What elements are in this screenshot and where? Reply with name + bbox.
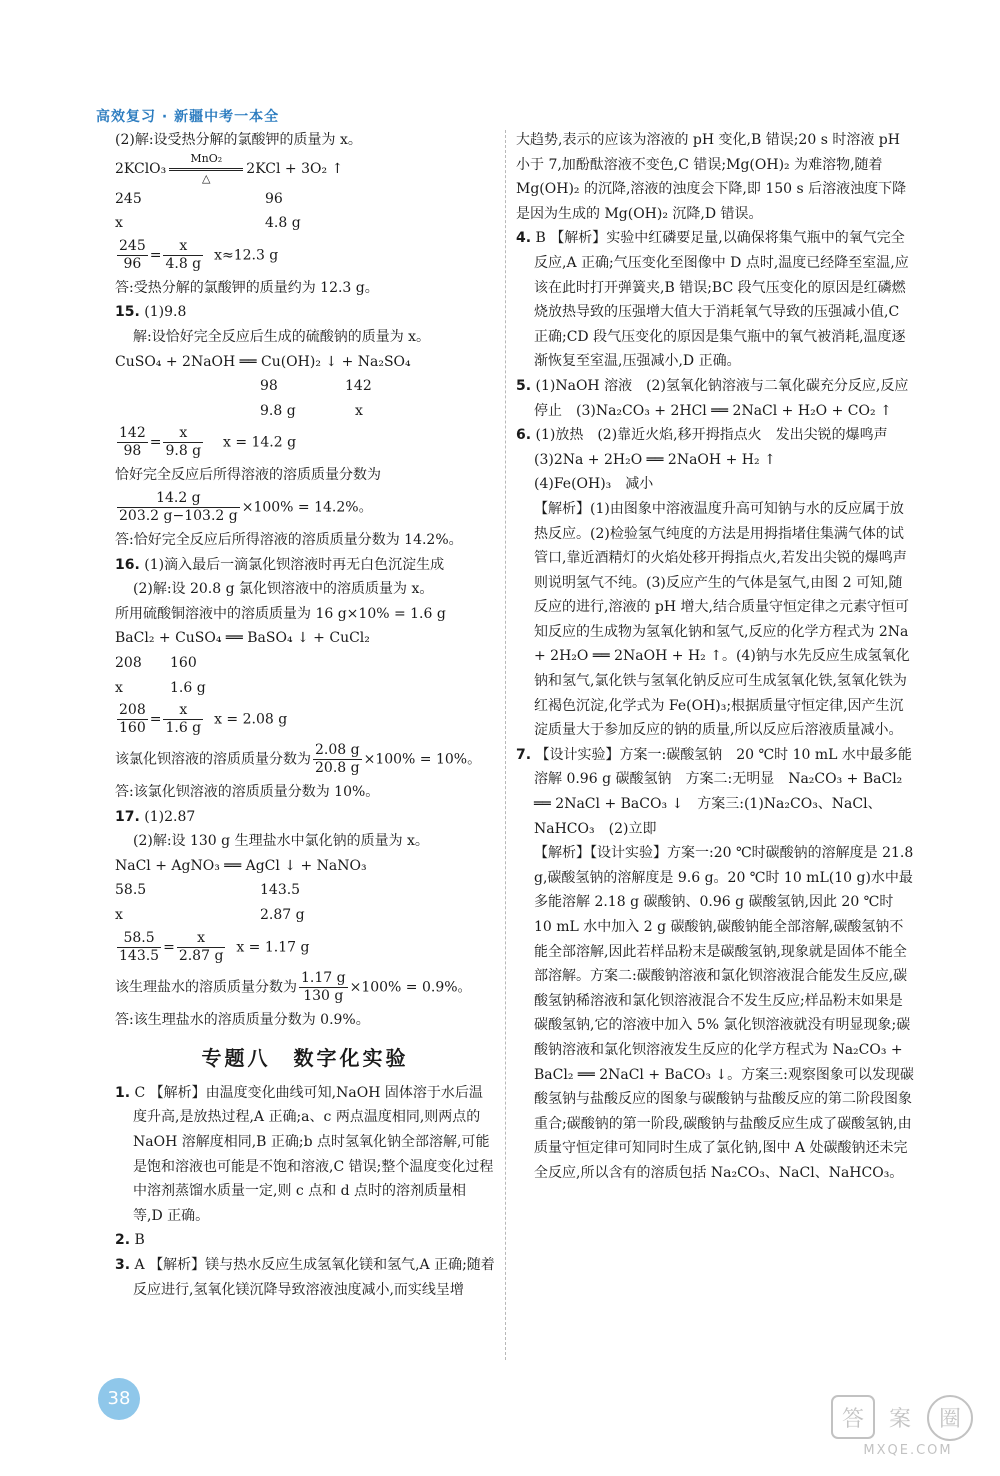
q16-mass-row-1 <box>115 651 495 676</box>
result: x = 14.2 g <box>222 434 297 451</box>
numerator: 14.2 g <box>117 490 240 508</box>
fraction <box>117 702 148 737</box>
answer-text: (1)放热 (2)靠近火焰,移开拇指点火 发出尖锐的爆鸣声 (3)2Na + 2H₂O ══ 2NaOH + H₂ ↑ <box>534 427 902 468</box>
result: ×100% = 10%。 <box>363 751 482 768</box>
q15-solution-intro: 解:设恰好完全反应后生成的硫酸钠的质量为 x。 <box>133 328 431 345</box>
numerator: 58.5 <box>117 930 161 948</box>
fraction <box>313 742 362 777</box>
q16-equation: BaCl₂ + CuSO₄ ══ BaSO₄ ↓ + CuCl₂ <box>115 630 370 647</box>
denominator: 130 g <box>303 987 344 1004</box>
answer-text: B 【解析】实验中红磷要足量,以确保将集气瓶中的氧气完全反应,A 正确;气压变化至图像中 D 点时,温度已经降至室温,应该在此时打开弹簧夹,B 错误;BC 段气压变化的原因是红磷燃烧放热导致的压强增大值大于消耗氧气导致的压强减小值,C 正确;CD 段气压变化的原因是集气瓶中的氧气被消耗,温度逐渐恢复至室温,压强减小,D 正确。 <box>534 230 909 370</box>
result: ×100% = 14.2%。 <box>241 499 373 516</box>
answer-text: (1)9.8 <box>144 304 187 321</box>
column-divider <box>505 130 506 1360</box>
value-cell: 58.5 <box>115 882 147 899</box>
q16-part1 <box>115 553 495 578</box>
svg-text:圈: 圈 <box>938 1407 962 1432</box>
numerator: 142 <box>119 425 146 442</box>
numerator: 245 <box>119 237 146 254</box>
result: x≈12.3 g <box>214 247 279 264</box>
answer-text: C 【解析】由温度变化曲线可知,NaOH 固体溶于水后温度升高,是放热过程,A 正确;a、c 两点温度相同,则两点的 NaOH 溶解度相同,B 正确;b 点时氢氧化钠全部溶解,可能是饱和溶液也可能是不饱和溶液,C 错误;整个温度变化过程中溶剂蒸馏水质量一定,则 c 点和 d 点时的溶剂质量相等,D 正确。 <box>133 1084 494 1224</box>
numerator: 208 <box>119 702 146 719</box>
denominator: 160 <box>119 720 146 737</box>
s8-q4 <box>516 226 914 374</box>
q16-percent-calc <box>115 740 495 780</box>
s8-q2 <box>115 1228 495 1253</box>
denominator: 9.8 g <box>165 443 202 460</box>
numerator: x <box>177 930 226 948</box>
running-header: 高效复习 · 新疆中考一本全 <box>96 109 280 125</box>
svg-text:案: 案 <box>888 1407 912 1432</box>
eq-products: 2KCl + 3O₂ ↑ <box>246 160 344 177</box>
numerator: x <box>163 702 203 720</box>
question-number: 5. <box>516 377 532 394</box>
answer-text: B <box>134 1232 145 1249</box>
value-cell: x <box>115 907 123 924</box>
fraction <box>117 930 161 965</box>
q15-part1 <box>115 300 495 325</box>
q17-percent-calc <box>115 968 495 1008</box>
fraction <box>117 238 148 273</box>
denominator: 2.87 g <box>178 947 224 964</box>
value-cell: x <box>115 215 123 232</box>
s8-q3 <box>115 1253 495 1302</box>
q14-mass-row-2 <box>115 211 495 236</box>
q17-solution-intro: (2)解:设 130 g 生理盐水中氯化钠的质量为 x。 <box>133 833 429 850</box>
value-cell: 142 <box>345 378 372 395</box>
question-number: 2. <box>115 1232 131 1249</box>
denominator: 96 <box>123 255 142 272</box>
s8-q5 <box>516 374 914 423</box>
s8-q3-continued: 大趋势,表示的应该为溶液的 pH 变化,B 错误;20 s 时溶液 pH 小于 7,加酚酞溶液不变色,C 错误;Mg(OH)₂ 为难溶物,随着 Mg(OH)₂ 的沉降,溶液的浊度会下降,即 150 s 后溶液浊度下降是因为生成的 Mg(OH)₂ 沉降,D 错误。 <box>516 132 907 222</box>
fraction <box>163 238 203 273</box>
denominator: 203.2 g−103.2 g <box>119 507 238 524</box>
svg-text:答: 答 <box>841 1407 865 1432</box>
s8-q6-part4: (4)Fe(OH)₃ 减小 <box>534 476 654 493</box>
fraction <box>177 930 226 965</box>
result: x = 1.17 g <box>236 939 310 956</box>
answer-text: 【设计实验】方案一:碳酸氢钠 20 ℃时 10 mL 水中最多能溶解 0.96 g 碳酸氢钠 方案二:无明显 Na₂CO₃ + BaCl₂ ══ 2NaCl + BaCO₃ ↓ 方案三:(1)Na₂CO₃、NaCl、NaHCO₃ (2)立即 <box>534 746 912 837</box>
answer-text: (1)NaOH 溶液 (2)氢氧化钠溶液与二氧化碳充分反应,反应停止 (3)Na₂CO₃ + 2HCl ══ 2NaCl + H₂O + CO₂ ↑ <box>534 377 909 419</box>
fraction <box>163 425 203 460</box>
numerator: x <box>163 425 203 443</box>
q17-answer: 答:该生理盐水的溶质质量分数为 0.9%。 <box>115 1011 370 1028</box>
s8-q7 <box>516 743 914 841</box>
q17-mass-row-1 <box>115 878 495 903</box>
q14-solution-intro: (2)解:设受热分解的氯酸钾的质量为 x。 <box>115 132 362 148</box>
value-cell: 96 <box>265 190 283 207</box>
q15-equation: CuSO₄ + 2NaOH ══ Cu(OH)₂ ↓ + Na₂SO₄ <box>115 353 411 370</box>
q14-equation <box>115 153 495 187</box>
value-cell: x <box>115 679 123 696</box>
result: x = 2.08 g <box>214 711 288 728</box>
q15-mass-row-1 <box>115 374 495 399</box>
value-cell: 2.87 g <box>260 907 305 924</box>
s8-q6 <box>516 423 914 472</box>
answer-text: (1)滴入最后一滴氯化钡溶液时再无白色沉淀生成 <box>144 556 445 573</box>
left-column <box>115 128 495 1302</box>
q17-mass-row-2 <box>115 903 495 928</box>
q15-answer: 答:恰好完全反应后所得溶液的溶质质量分数为 14.2%。 <box>115 531 463 548</box>
value-cell: 98 <box>260 378 278 395</box>
value-cell: 4.8 g <box>265 215 301 232</box>
catalyst-label: MnO₂ <box>190 151 223 165</box>
question-number: 3. <box>115 1257 131 1273</box>
question-number: 7. <box>516 746 532 763</box>
q14-mass-row-1 <box>115 187 495 212</box>
svg-text:MXQE.COM: MXQE.COM <box>863 1443 953 1458</box>
q17-proportion: $\frac{58.5}{143.5}$ = $\frac{x}{2.87 g}$ x = 1.17 g <box>119 929 310 964</box>
q14-proportion: $\frac{245}{96}$ = $\frac{x}{4.8 g}$ x≈12.3 g <box>119 237 279 272</box>
answer-text: (1)2.87 <box>144 808 196 825</box>
q16-given: 所用硫酸铜溶液中的溶质质量为 16 g×10% = 1.6 g <box>115 605 446 622</box>
q16-answer: 答:该氯化钡溶液的溶质质量分数为 10%。 <box>115 784 380 801</box>
fraction <box>163 702 203 737</box>
q15-percent-calc <box>115 488 495 528</box>
question-number: 17. <box>115 808 140 825</box>
value-cell: x <box>355 402 363 419</box>
question-number: 4. <box>516 230 532 247</box>
fraction <box>117 490 240 525</box>
question-number: 6. <box>516 427 532 444</box>
answer-text: A 【解析】镁与热水反应生成氢氧化镁和氢气,A 正确;随着反应进行,氢氧化镁沉降导致溶液浊度减小,而实线呈增 <box>133 1257 495 1298</box>
denominator: 4.8 g <box>165 255 202 272</box>
result: ×100% = 0.9%。 <box>349 979 472 996</box>
numerator: 2.08 g <box>315 742 360 759</box>
value-cell: 245 <box>115 190 142 207</box>
page-number: 38 <box>98 1378 140 1420</box>
q16-solution-intro: (2)解:设 20.8 g 氯化钡溶液中的溶质质量为 x。 <box>133 581 434 598</box>
q15-proportion: $\frac{142}{98}$ = $\frac{x}{9.8 g}$ x = 14.2 g <box>119 425 297 460</box>
value-cell: 1.6 g <box>170 679 206 696</box>
eq-reactants: 2KClO₃ <box>115 160 167 177</box>
denominator: 143.5 <box>119 947 160 964</box>
right-column <box>516 128 914 1186</box>
q16-mass-row-2 <box>115 676 495 701</box>
q16-proportion: $\frac{208}{160}$ = $\frac{x}{1.6 g}$ x = 2.08 g <box>119 702 288 737</box>
denominator: 98 <box>123 443 142 460</box>
value-cell: 208 <box>115 654 142 671</box>
watermark-logo <box>828 1390 988 1460</box>
denominator: 20.8 g <box>315 760 360 777</box>
q17-equation: NaCl + AgNO₃ ══ AgCl ↓ + NaNO₃ <box>115 857 367 874</box>
q15-fraction-lead: 恰好完全反应后所得溶液的溶质质量分数为 <box>115 467 381 484</box>
q17-part1 <box>115 805 495 830</box>
denominator: 1.6 g <box>165 720 202 737</box>
numerator: x <box>163 238 203 256</box>
lead-text: 该生理盐水的溶质质量分数为 <box>115 979 297 996</box>
eq-conditions <box>169 153 243 185</box>
lead-text: 该氯化钡溶液的溶质质量分数为 <box>115 751 311 768</box>
q14-answer: 答:受热分解的氯酸钾的质量约为 12.3 g。 <box>115 279 379 296</box>
s8-q7-analysis: 【解析】【设计实验】方案一:20 ℃时碳酸钠的溶解度是 21.8 g,碳酸氢钠的溶解度是 9.6 g。20 ℃时 10 mL(10 g)水中最多能溶解 2.18 g 碳酸钠、0.96 g 碳酸氢钠,因此 20 ℃时 10 mL 水中加入 2 g 碳酸钠,碳酸钠能全部溶解,碳酸氢钠不能全部溶解,因此若样品粉末是碳酸氢钠,现象就是固体不能全部溶解。方案二:碳酸钠溶液和氯化钡溶液混合能发生反应,碳酸氢钠稀溶液和氯化钡溶液混合不发生反应;样品粉末如果是碳酸氢钠,它的溶液中加入 5% 氯化钡溶液就没有明显现象;碳酸钠溶液和氯化钡溶液发生反应的化学方程式为 Na₂CO₃ + BaCl₂ ══ 2NaCl + BaCO₃ ↓。方案三:观察图象可以发现碳酸氢钠与盐酸反应的图象与碳酸钠与盐酸反应的第二阶段图象重合;碳酸钠的第一阶段,碳酸钠与盐酸反应生成了碳酸氢钠,由质量守恒定律可知同时生成了氯化钠,图中 A 处碳酸钠还未完全反应,所以含有的溶质包括 Na₂CO₃、NaCl、NaHCO₃。 <box>534 845 914 1181</box>
question-number: 15. <box>115 304 140 321</box>
value-cell: 160 <box>170 654 197 671</box>
fraction <box>299 970 348 1005</box>
q15-mass-row-2 <box>115 399 495 424</box>
numerator: 1.17 g <box>301 969 346 986</box>
question-number: 1. <box>115 1084 131 1101</box>
section-title: 专题八 数字化实验 <box>201 1046 409 1071</box>
s8-q1 <box>115 1081 495 1229</box>
heat-symbol: △ <box>202 171 211 185</box>
fraction <box>117 425 148 460</box>
value-cell: 9.8 g <box>260 402 296 419</box>
s8-q6-analysis: 【解析】(1)由图象中溶液温度升高可知钠与水的反应属于放热反应。(2)检验氢气纯度的方法是用拇指堵住集满气体的试管口,靠近酒精灯的火焰处移开拇指点火,若发出尖锐的爆鸣声则说明氢气不纯。(3)反应产生的气体是氢气,由图 2 可知,随反应的进行,溶液的 pH 增大,结合质量守恒定律之元素守恒可知反应的生成物为氢氧化钠和氢气,反应的化学方程式为 2Na + 2H₂O ══ 2NaOH + H₂ ↑。(4)钠与水先反应生成氢氧化钠和氢气,氯化铁与氢氧化钠反应可生成氢氧化铁,氢氧化铁为红褐色沉淀,化学式为 Fe(OH)₃;根据质量守恒定律,因产生沉淀质量大于参加反应的钠的质量,所以反应后溶液质量减小。 <box>534 500 910 739</box>
question-number: 16. <box>115 556 140 573</box>
value-cell: 143.5 <box>260 882 301 899</box>
